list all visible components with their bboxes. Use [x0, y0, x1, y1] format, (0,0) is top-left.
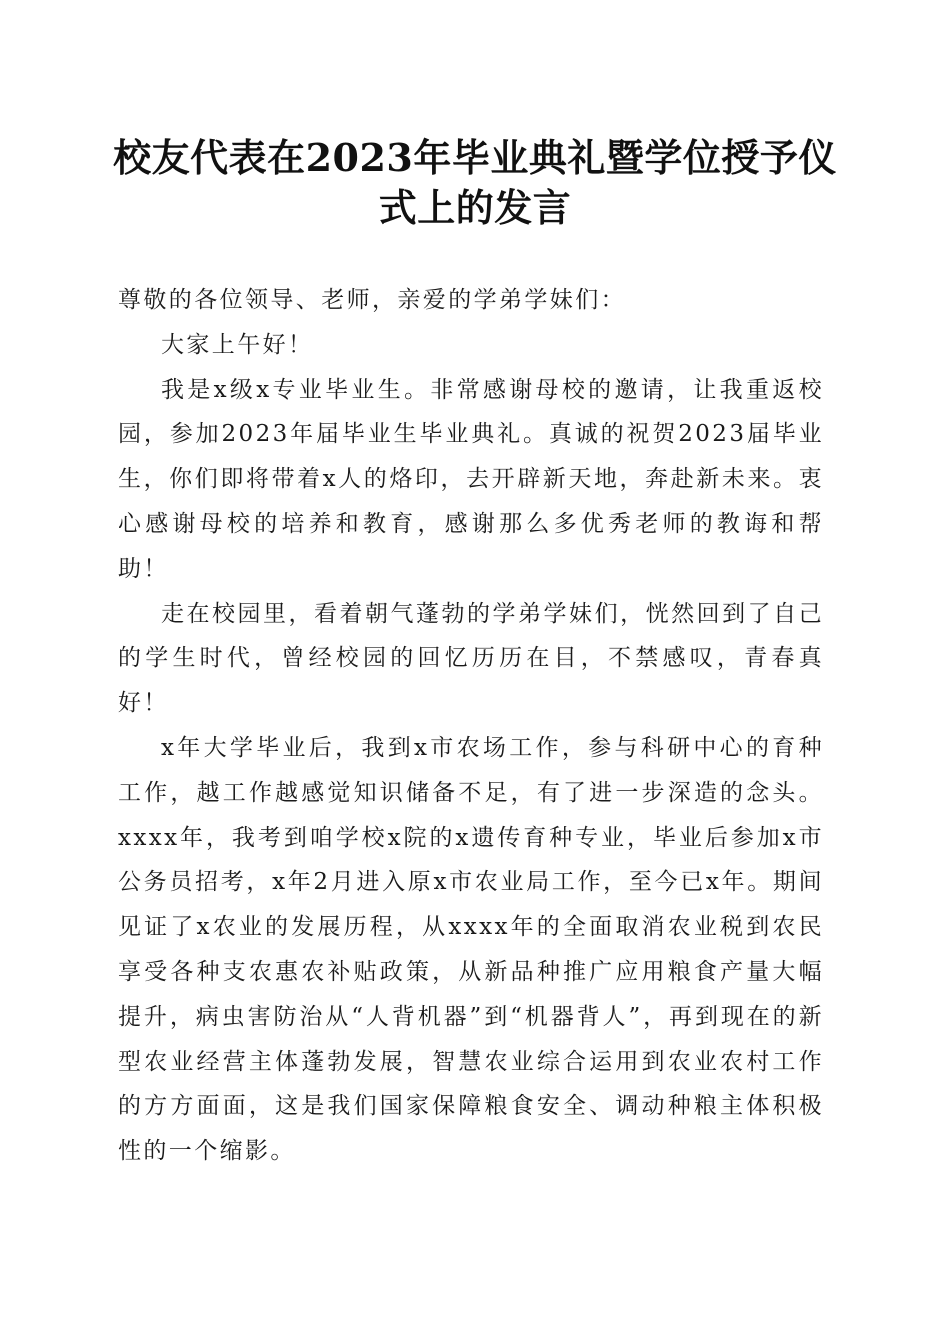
- speech-body: [118, 278, 824, 1174]
- greeting-paragraph: 大家上午好！: [161, 331, 314, 358]
- career-paragraph: x年大学毕业后，我到x市农场工作，参与科研中心的育种工作，越工作越感觉知识储备不足，有了进一步深造的念头。xxxx年，我考到咱学校x院的x遗传育种专业，毕业后参加x市公务员招考，x年2月进入原x市农业局工作，至今已x年。期间见证了x农业的发展历程，从xxxx年的全面取消农业税到农民享受各种支农惠农补贴政策，从新品种推广应用粮食产量大幅提升，病虫害防治从“人背机器”到“机器背人”，再到现在的新型农业经营主体蓬勃发展，智慧农业综合运用到农业农村工作的方方面面，这是我们国家保障粮食安全、调动种粮主体积极性的一个缩影。: [118, 734, 824, 1165]
- introduction-paragraph: 我是x级x专业毕业生。非常感谢母校的邀请，让我重返校园，参加2023年届毕业生毕业典礼。真诚的祝贺2023届毕业生，你们即将带着x人的烙印，去开辟新天地，奔赴新未来。衷心感谢母校的培养和教育，感谢那么多优秀老师的教诲和帮助！: [118, 376, 824, 582]
- salutation: 尊敬的各位领导、老师，亲爱的学弟学妹们：: [118, 287, 626, 313]
- campus-memory-paragraph: 走在校园里，看着朝气蓬勃的学弟学妹们，恍然回到了自己的学生时代，曾经校园的回忆历历在目，不禁感叹，青春真好！: [118, 600, 824, 717]
- page-title: 校友代表在2023年毕业典礼暨学位授予仪式上的发言: [113, 135, 837, 230]
